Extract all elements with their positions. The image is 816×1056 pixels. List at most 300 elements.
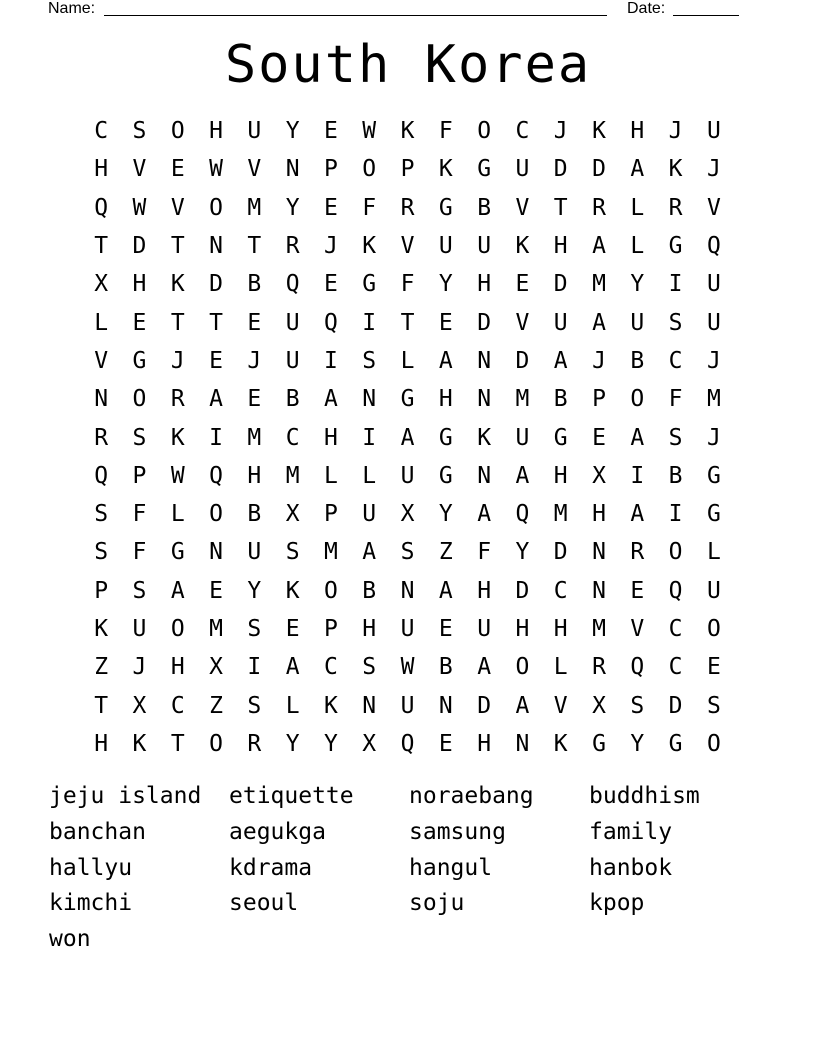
grid-letter: U xyxy=(285,309,300,336)
grid-letter: H xyxy=(553,616,568,642)
page-title: South Korea xyxy=(224,35,592,95)
word-bank-item: noraebang xyxy=(409,783,534,809)
grid-letter: N xyxy=(477,347,492,374)
grid-letter: S xyxy=(362,347,377,374)
grid-letter: H xyxy=(515,616,530,642)
grid-letter: U xyxy=(706,309,721,336)
grid-letter: D xyxy=(209,271,223,298)
grid-letter: Q xyxy=(285,271,300,298)
grid-letter: F xyxy=(132,539,147,566)
grid-letter: A xyxy=(400,424,415,451)
grid-letter: Y xyxy=(285,118,300,145)
grid-letter: K xyxy=(170,424,185,451)
grid-letter: K xyxy=(592,118,606,145)
date-label: Date: xyxy=(627,0,666,17)
grid-letter: B xyxy=(668,462,683,489)
grid-letter: N xyxy=(400,577,415,604)
grid-letter: D xyxy=(477,692,492,719)
grid-letter: U xyxy=(515,156,530,183)
grid-letter: S xyxy=(94,539,109,566)
grid-letter: K xyxy=(668,156,683,183)
grid-letter: V xyxy=(94,347,109,374)
grid-letter: L xyxy=(400,347,415,374)
grid-letter: Y xyxy=(247,577,262,604)
grid-letter: L xyxy=(553,654,568,681)
grid-letter: O xyxy=(668,539,683,566)
name-blank-line xyxy=(104,15,607,16)
grid-letter: F xyxy=(477,539,492,566)
grid-letter: A xyxy=(285,654,300,681)
grid-letter: H xyxy=(324,424,338,451)
grid-letter: H xyxy=(170,654,185,681)
grid-row xyxy=(82,112,734,150)
grid-letter: A xyxy=(553,347,568,374)
grid-letter: F xyxy=(362,194,377,221)
grid-letter: X xyxy=(94,271,109,298)
grid-letter: O xyxy=(324,577,338,604)
grid-letter: L xyxy=(706,539,721,566)
grid-letter: H xyxy=(553,233,568,260)
grid-letter: B xyxy=(630,347,645,374)
grid-letter: E xyxy=(515,271,530,298)
grid-letter: K xyxy=(362,233,377,260)
grid-letter: K xyxy=(170,271,185,298)
grid-letter: K xyxy=(515,233,530,260)
grid-letter: G xyxy=(362,271,377,298)
grid-letter: V xyxy=(630,616,645,642)
word-bank-item: family xyxy=(589,818,673,845)
grid-letter: U xyxy=(400,462,415,489)
grid-letter: E xyxy=(324,194,338,221)
grid-letter: F xyxy=(438,118,453,145)
grid-letter: I xyxy=(209,424,223,451)
grid-letter: Z xyxy=(209,692,223,719)
grid-letter: J xyxy=(592,347,606,374)
grid-letter: A xyxy=(477,501,492,528)
grid-letter: N xyxy=(592,577,606,604)
grid-letter: Y xyxy=(630,271,645,298)
grid-letter: R xyxy=(400,194,415,221)
grid-letter: L xyxy=(324,462,338,489)
grid-letter: M xyxy=(592,616,606,642)
grid-letter: U xyxy=(400,692,415,719)
grid-letter: E xyxy=(324,271,338,298)
grid-row xyxy=(82,725,734,763)
grid-letter: P xyxy=(324,156,338,183)
word-bank xyxy=(49,778,769,957)
grid-letter: S xyxy=(94,501,109,528)
grid-letter: X xyxy=(362,730,377,757)
word-bank-item: seoul xyxy=(229,890,299,917)
grid-letter: Q xyxy=(209,462,223,489)
grid-row xyxy=(82,648,734,686)
grid-letter: T xyxy=(94,233,109,260)
grid-letter: V xyxy=(170,194,185,221)
grid-letter: I xyxy=(668,501,683,528)
grid-letter: A xyxy=(592,309,606,336)
grid-letter: U xyxy=(706,577,721,604)
grid-letter: S xyxy=(285,539,300,566)
grid-letter: U xyxy=(247,118,262,145)
grid-letter: O xyxy=(170,616,185,642)
grid-letter: D xyxy=(515,577,530,604)
grid-letter: N xyxy=(477,462,492,489)
grid-letter: Y xyxy=(285,194,300,221)
grid-letter: R xyxy=(247,730,262,757)
grid-letter: T xyxy=(247,233,262,260)
worksheet-header xyxy=(48,0,748,20)
grid-letter: S xyxy=(247,616,262,642)
grid-letter: E xyxy=(209,577,223,604)
grid-row xyxy=(82,610,734,648)
grid-letter: U xyxy=(706,271,721,298)
grid-letter: A xyxy=(630,156,645,183)
grid-letter: N xyxy=(285,156,300,183)
grid-letter: U xyxy=(706,118,721,145)
grid-letter: T xyxy=(553,194,568,221)
grid-letter: A xyxy=(324,386,338,413)
grid-letter: F xyxy=(400,271,415,298)
grid-letter: I xyxy=(247,654,262,681)
grid-letter: T xyxy=(170,309,185,336)
grid-letter: S xyxy=(132,118,147,145)
grid-letter: L xyxy=(362,462,377,489)
grid-letter: D xyxy=(515,347,530,374)
grid-letter: A xyxy=(592,233,606,260)
grid-letter: T xyxy=(209,309,223,336)
grid-letter: E xyxy=(592,424,606,451)
grid-letter: W xyxy=(400,654,415,681)
grid-letter: V xyxy=(400,233,415,260)
grid-letter: D xyxy=(132,233,147,260)
grid-letter: I xyxy=(362,424,377,451)
grid-letter: Y xyxy=(630,730,645,757)
grid-letter: L xyxy=(170,501,185,528)
grid-letter: S xyxy=(706,692,721,719)
grid-letter: U xyxy=(477,616,492,642)
grid-letter: U xyxy=(515,424,530,451)
grid-letter: M xyxy=(247,424,262,451)
grid-letter: S xyxy=(400,539,415,566)
grid-letter: H xyxy=(362,616,377,642)
grid-letter: O xyxy=(362,156,377,183)
grid-letter: N xyxy=(592,539,606,566)
grid-letter: K xyxy=(285,577,300,604)
grid-letter: Q xyxy=(324,309,338,336)
grid-letter: H xyxy=(477,577,492,604)
grid-letter: N xyxy=(515,730,530,757)
grid-letter: O xyxy=(209,194,223,221)
grid-row xyxy=(82,533,734,571)
grid-letter: Q xyxy=(706,233,721,260)
grid-letter: N xyxy=(209,233,223,260)
grid-letter: N xyxy=(362,386,377,413)
grid-letter: Q xyxy=(668,577,683,604)
grid-letter: M xyxy=(515,386,530,413)
grid-letter: W xyxy=(209,156,223,183)
grid-letter: C xyxy=(668,347,683,374)
grid-letter: R xyxy=(592,194,606,221)
grid-letter: E xyxy=(247,386,262,413)
grid-letter: E xyxy=(324,118,338,145)
grid-letter: K xyxy=(438,156,453,183)
grid-letter: I xyxy=(668,271,683,298)
grid-letter: T xyxy=(400,309,415,336)
grid-letter: U xyxy=(477,233,492,260)
grid-letter: A xyxy=(630,424,645,451)
grid-letter: V xyxy=(515,194,530,221)
grid-letter: S xyxy=(362,654,377,681)
grid-row xyxy=(82,418,734,456)
grid-letter: R xyxy=(170,386,185,413)
word-bank-item: buddhism xyxy=(589,783,700,809)
grid-letter: O xyxy=(170,118,185,145)
word-bank-item: jeju island xyxy=(49,783,202,809)
grid-letter: G xyxy=(170,539,185,566)
date-blank-line xyxy=(673,15,739,16)
grid-letter: B xyxy=(247,271,262,298)
grid-letter: Y xyxy=(285,730,300,757)
grid-letter: K xyxy=(400,118,415,145)
grid-letter: A xyxy=(515,462,530,489)
grid-letter: G xyxy=(706,462,721,489)
grid-letter: M xyxy=(209,616,223,642)
grid-letter: J xyxy=(170,347,185,374)
grid-letter: C xyxy=(170,692,185,719)
grid-letter: D xyxy=(553,539,568,566)
grid-row xyxy=(82,342,734,380)
grid-letter: C xyxy=(324,654,338,681)
grid-letter: C xyxy=(668,616,683,642)
grid-letter: R xyxy=(285,233,300,260)
grid-letter: X xyxy=(209,654,223,681)
grid-letter: A xyxy=(209,386,223,413)
grid-letter: L xyxy=(285,692,300,719)
grid-letter: Z xyxy=(438,539,453,566)
word-bank-item: hangul xyxy=(409,854,493,881)
grid-letter: S xyxy=(668,424,683,451)
grid-letter: W xyxy=(362,118,377,145)
word-bank-item: soju xyxy=(409,890,465,917)
grid-letter: H xyxy=(477,271,492,298)
word-bank-item: hallyu xyxy=(49,854,133,881)
grid-letter: E xyxy=(132,309,147,336)
grid-letter: H xyxy=(438,386,453,413)
grid-letter: G xyxy=(553,424,568,451)
grid-letter: X xyxy=(592,462,606,489)
grid-letter: T xyxy=(170,233,185,260)
grid-letter: P xyxy=(592,386,606,413)
grid-letter: J xyxy=(668,118,683,145)
grid-letter: V xyxy=(553,692,568,719)
grid-letter: T xyxy=(94,692,109,719)
grid-letter: A xyxy=(630,501,645,528)
grid-letter: Y xyxy=(324,730,338,757)
grid-letter: A xyxy=(170,577,185,604)
grid-letter: E xyxy=(630,577,645,604)
grid-letter: E xyxy=(247,309,262,336)
grid-letter: M xyxy=(324,539,338,566)
grid-letter: U xyxy=(362,501,377,528)
grid-letter: G xyxy=(400,386,415,413)
grid-letter: Y xyxy=(438,271,453,298)
grid-letter: X xyxy=(400,501,415,528)
grid-letter: E xyxy=(438,309,453,336)
grid-letter: M xyxy=(285,462,300,489)
grid-letter: I xyxy=(630,462,645,489)
grid-letter: D xyxy=(592,156,606,183)
grid-letter: P xyxy=(94,577,109,604)
grid-letter: U xyxy=(438,233,453,260)
grid-letter: L xyxy=(630,233,645,260)
grid-letter: G xyxy=(477,156,492,183)
grid-letter: R xyxy=(94,424,109,451)
grid-letter: A xyxy=(362,539,377,566)
grid-letter: J xyxy=(706,424,721,451)
grid-row xyxy=(82,686,734,724)
grid-letter: A xyxy=(515,692,530,719)
grid-letter: V xyxy=(132,156,147,183)
word-bank-item: won xyxy=(49,926,91,953)
grid-letter: M xyxy=(247,194,262,221)
grid-letter: A xyxy=(438,577,453,604)
grid-letter: B xyxy=(285,386,300,413)
grid-letter: K xyxy=(324,692,338,719)
grid-letter: N xyxy=(477,386,492,413)
grid-letter: G xyxy=(132,347,147,374)
grid-letter: D xyxy=(553,271,568,298)
grid-letter: V xyxy=(706,194,721,221)
grid-letter: R xyxy=(592,654,606,681)
grid-letter: O xyxy=(706,730,721,757)
grid-row xyxy=(82,265,734,303)
grid-letter: U xyxy=(285,347,300,374)
grid-letter: Z xyxy=(94,654,109,681)
word-bank-item: aegukga xyxy=(229,818,326,845)
letter-grid xyxy=(82,112,734,763)
grid-letter: K xyxy=(94,616,109,642)
grid-letter: E xyxy=(209,347,223,374)
grid-letter: D xyxy=(553,156,568,183)
grid-letter: J xyxy=(324,233,338,260)
grid-letter: I xyxy=(362,309,377,336)
grid-row xyxy=(82,303,734,341)
grid-letter: X xyxy=(285,501,300,528)
grid-letter: E xyxy=(285,616,300,642)
grid-letter: E xyxy=(170,156,185,183)
grid-row xyxy=(82,572,734,610)
grid-letter: D xyxy=(668,692,683,719)
grid-letter: C xyxy=(94,118,109,145)
grid-letter: O xyxy=(132,386,147,413)
grid-letter: B xyxy=(553,386,568,413)
grid-letter: B xyxy=(477,194,492,221)
grid-letter: M xyxy=(706,386,721,413)
grid-letter: P xyxy=(324,616,338,642)
grid-letter: E xyxy=(438,730,453,757)
grid-letter: G xyxy=(592,730,606,757)
grid-letter: H xyxy=(477,730,492,757)
grid-letter: S xyxy=(132,424,147,451)
word-bank-item: kdrama xyxy=(229,854,313,881)
grid-letter: H xyxy=(94,730,109,757)
grid-letter: H xyxy=(94,156,109,183)
grid-letter: V xyxy=(247,156,262,183)
grid-letter: I xyxy=(324,347,338,374)
grid-letter: R xyxy=(668,194,683,221)
grid-letter: H xyxy=(209,118,223,145)
grid-row xyxy=(82,380,734,418)
grid-row xyxy=(82,189,734,227)
grid-letter: K xyxy=(132,730,147,757)
grid-row xyxy=(82,457,734,495)
grid-letter: F xyxy=(132,501,147,528)
grid-letter: G xyxy=(438,194,453,221)
grid-letter: P xyxy=(400,156,415,183)
grid-row xyxy=(82,227,734,265)
grid-letter: P xyxy=(132,462,147,489)
grid-letter: L xyxy=(94,309,109,336)
grid-letter: G xyxy=(706,501,721,528)
grid-letter: C xyxy=(553,577,568,604)
word-bank-item: hanbok xyxy=(589,854,673,881)
grid-letter: E xyxy=(438,616,453,642)
grid-letter: B xyxy=(362,577,377,604)
name-label: Name: xyxy=(48,0,96,17)
word-bank-item: samsung xyxy=(409,818,506,845)
grid-letter: H xyxy=(132,271,147,298)
grid-letter: L xyxy=(630,194,645,221)
grid-letter: N xyxy=(94,386,109,413)
grid-letter: U xyxy=(630,309,645,336)
grid-letter: O xyxy=(515,654,530,681)
word-bank-item: kimchi xyxy=(49,890,133,917)
grid-letter: W xyxy=(170,462,185,489)
grid-letter: G xyxy=(438,424,453,451)
grid-letter: C xyxy=(285,424,300,451)
grid-letter: S xyxy=(668,309,683,336)
grid-letter: N xyxy=(209,539,223,566)
grid-letter: K xyxy=(477,424,492,451)
grid-letter: U xyxy=(132,616,147,642)
grid-letter: M xyxy=(553,501,568,528)
grid-letter: Q xyxy=(94,194,109,221)
grid-letter: P xyxy=(324,501,338,528)
word-bank-item: banchan xyxy=(49,818,146,845)
grid-letter: U xyxy=(247,539,262,566)
grid-letter: A xyxy=(477,654,492,681)
grid-letter: J xyxy=(706,347,721,374)
grid-letter: Y xyxy=(515,539,530,566)
grid-letter: R xyxy=(630,539,645,566)
grid-letter: H xyxy=(247,462,262,489)
grid-letter: O xyxy=(630,386,645,413)
grid-letter: J xyxy=(706,156,721,183)
grid-letter: U xyxy=(400,616,415,642)
grid-letter: O xyxy=(477,118,492,145)
grid-letter: C xyxy=(515,118,530,145)
grid-letter: F xyxy=(668,386,683,413)
grid-letter: Y xyxy=(438,501,453,528)
grid-letter: Q xyxy=(515,501,530,528)
grid-letter: O xyxy=(209,501,223,528)
grid-letter: G xyxy=(668,233,683,260)
grid-letter: M xyxy=(592,271,606,298)
grid-letter: Q xyxy=(630,654,645,681)
grid-letter: W xyxy=(132,194,147,221)
grid-letter: J xyxy=(132,654,147,681)
grid-letter: G xyxy=(668,730,683,757)
